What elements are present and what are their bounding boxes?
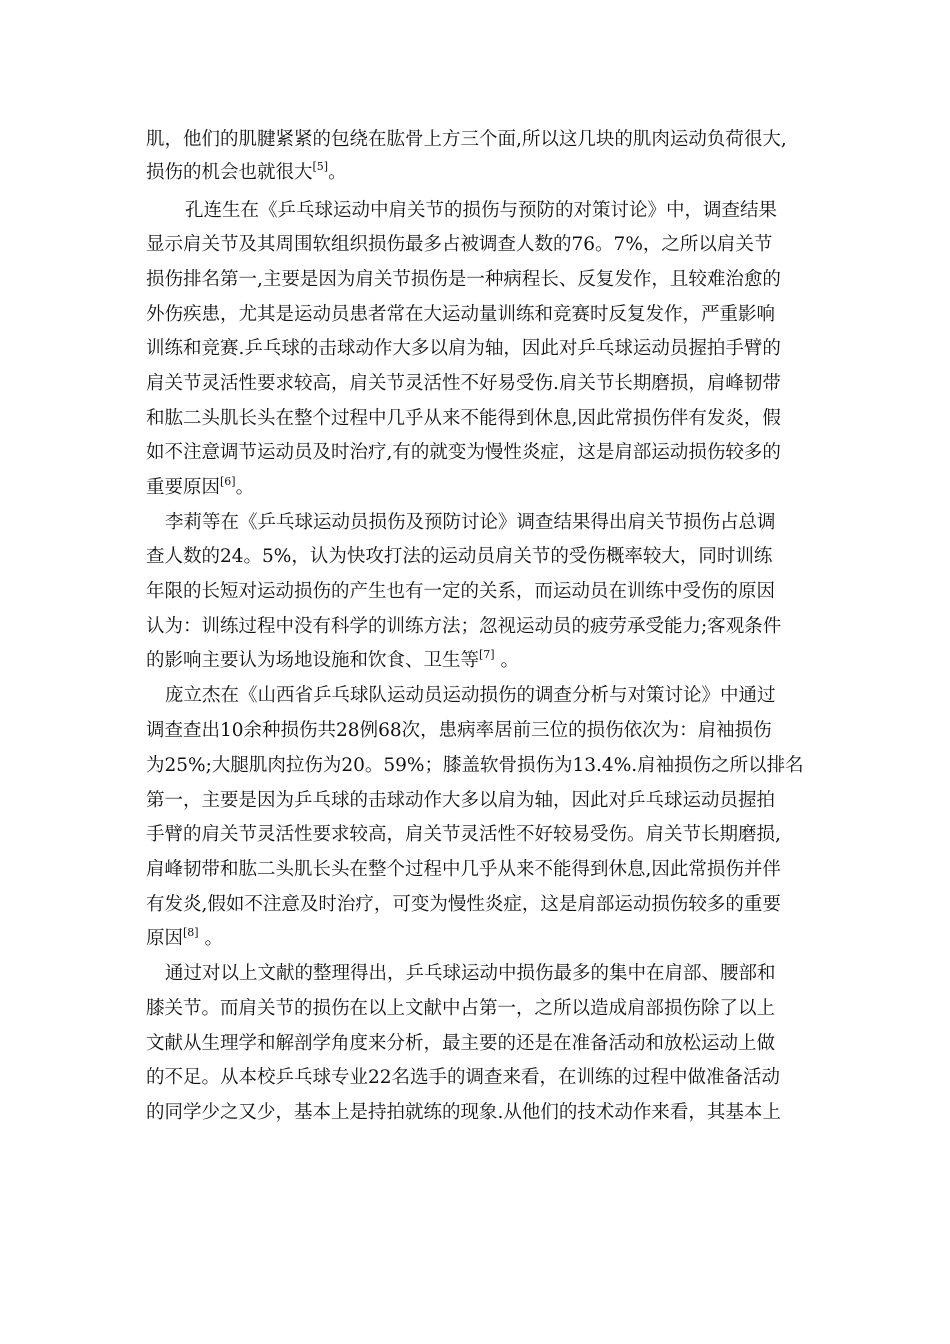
- text-line: 的不足。从本校乒乓球专业22名选手的调查来看，在训练的过程中做准备活动: [146, 1067, 781, 1088]
- citation-ref: [8]: [183, 926, 199, 939]
- text-line: [146, 476, 254, 500]
- text-line: 显示肩关节及其周围软组织损伤最多占被调查人数的76。7%，之所以肩关节: [146, 234, 773, 255]
- text-line: 文献从生理学和解剖学角度来分析，最主要的还是在准备活动和放松运动上做: [146, 1033, 776, 1054]
- text-line: 调查查出10余种损伤共28例68次，患病率居前三位的损伤依次为：肩袖损伤: [146, 720, 772, 741]
- text-line: [146, 649, 519, 673]
- text-line: 的同学少之又少，基本上是持拍就练的现象.从他们的技术动作来看，其基本上: [146, 1102, 781, 1123]
- text-run: 。: [328, 162, 347, 183]
- text-line: 肩峰韧带和肱二头肌长头在整个过程中几乎从来不能得到休息,因此常损伤并伴: [146, 859, 781, 880]
- text-run: 原因: [146, 928, 184, 949]
- text-line: 和肱二头肌长头在整个过程中几乎从来不能得到休息,因此常损伤伴有发炎，假: [146, 408, 781, 429]
- text-line: 有发炎,假如不注意及时治疗，可变为慢性炎症，这是肩部运动损伤较多的重要: [146, 894, 781, 915]
- text-line: 训练和竞赛.乒乓球的击球动作大多以肩为轴，因此对乒乓球运动员握拍手臂的: [146, 338, 781, 359]
- text-line: 手臂的肩关节灵活性要求较高，肩关节灵活性不好较易受伤。肩关节长期磨损,: [146, 824, 781, 845]
- text-line: 认为：训练过程中没有科学的训练方法；忽视运动员的疲劳承受能力;客观条件: [146, 616, 782, 637]
- text-line: 庞立杰在《山西省乒乓球队运动员运动损伤的调查分析与对策讨论》中通过: [165, 685, 776, 706]
- text-run: 重要原因: [146, 477, 221, 498]
- text-run: 。: [235, 477, 255, 498]
- text-line: 查人数的24。5%，认为快攻打法的运动员肩关节的受伤概率较大，同时训练: [146, 546, 773, 567]
- citation-ref: [7]: [479, 648, 495, 661]
- citation-ref: [5]: [312, 160, 329, 173]
- text-line: 肩关节灵活性要求较高，肩关节灵活性不好易受伤.肩关节长期磨损，肩峰韧带: [146, 373, 781, 394]
- text-line: 肌，他们的肌腱紧紧的包绕在肱骨上方三个面,所以这几块的肌肉运动负荷很大,: [146, 129, 787, 150]
- text-line: 损伤排名第一,主要是因为肩关节损伤是一种病程长、反复发作，且较难治愈的: [146, 269, 781, 290]
- text-run: 的影响主要认为场地设施和饮食、卫生等: [146, 650, 480, 671]
- text-line: 李莉等在《乒乓球运动员损伤及预防讨论》调查结果得出肩关节损伤占总调: [165, 512, 776, 533]
- text-run: 损伤的机会也就很大: [146, 162, 313, 183]
- text-run: 。: [198, 928, 223, 949]
- text-line: 膝关节。而肩关节的损伤在以上文献中占第一，之所以造成肩部损伤除了以上: [146, 998, 776, 1019]
- text-line: [146, 161, 347, 185]
- text-line: 年限的长短对运动损伤的产生也有一定的关系，而运动员在训练中受伤的原因: [146, 581, 776, 602]
- text-line: 如不注意调节运动员及时治疗,有的就变为慢性炎症，这是肩部运动损伤较多的: [146, 442, 781, 463]
- citation-ref: [6]: [220, 475, 236, 488]
- text-line: [146, 927, 223, 951]
- text-line: 第一，主要是因为乒乓球的击球动作大多以肩为轴，因此对乒乓球运动员握拍: [146, 790, 776, 811]
- text-line: 孔连生在《乒乓球运动中肩关节的损伤与预防的对策讨论》中，调查结果: [185, 200, 778, 221]
- text-line: 为25%;大腿肌肉拉伤为20。59%；膝盖软骨损伤为13.4%.肩袖损伤之所以排名: [146, 755, 804, 776]
- text-run: 。: [494, 650, 519, 671]
- text-line: 外伤疾患，尤其是运动员患者常在大运动量训练和竞赛时反复发作，严重影响: [146, 304, 776, 325]
- text-line: 通过对以上文献的整理得出，乒乓球运动中损伤最多的集中在肩部、腰部和: [165, 963, 776, 984]
